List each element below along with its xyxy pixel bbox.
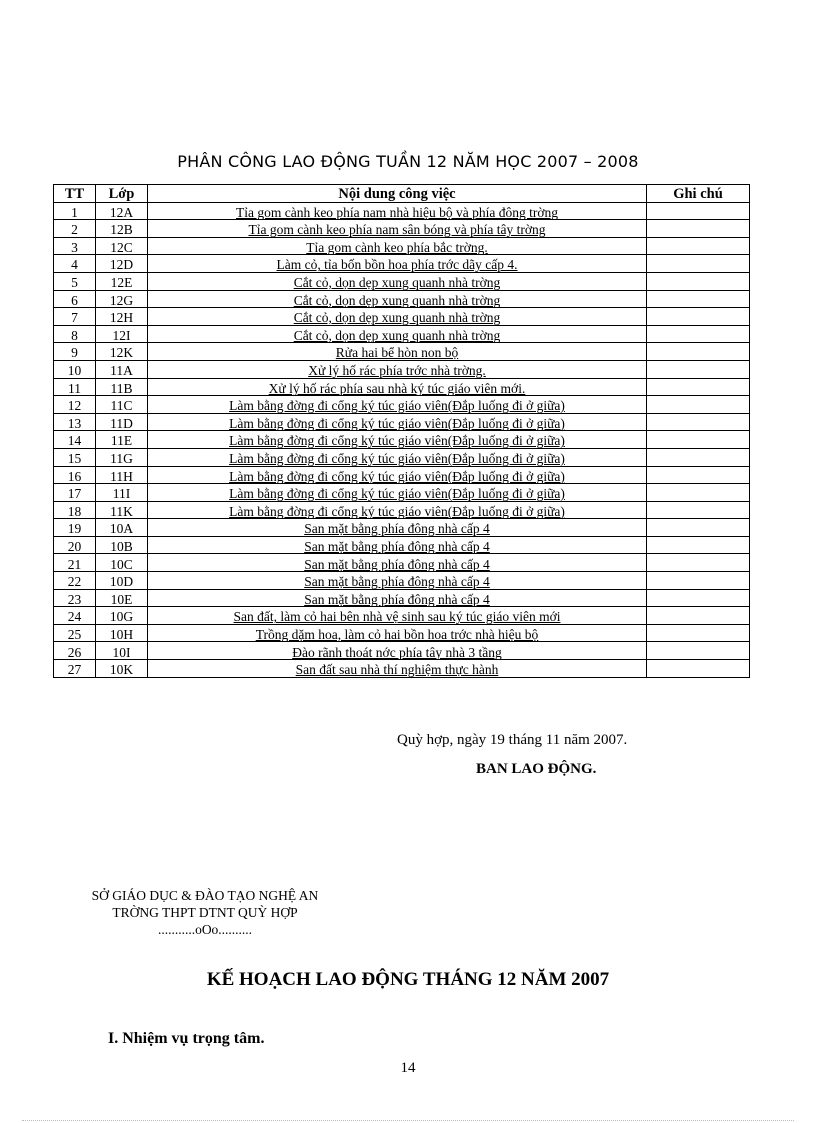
row-class: 10K [96,660,148,678]
row-task: Làm bằng đờng đi cổng ký túc giáo viên(Đắp luống đi ở giữa) [148,431,647,449]
row-class: 11A [96,360,148,378]
row-note [647,308,750,326]
row-number: 5 [54,272,96,290]
row-class: 10D [96,572,148,590]
row-note [647,290,750,308]
row-task: San mặt bằng phía đông nhà cấp 4 [148,572,647,590]
row-task: Cắt cỏ, dọn dẹp xung quanh nhà trờng [148,325,647,343]
row-task: Làm cỏ, tỉa bốn bồn hoa phía trớc dãy cấp 4. [148,255,647,273]
row-number: 1 [54,202,96,220]
row-class: 10H [96,624,148,642]
table-row [54,501,750,519]
school-header [45,887,365,938]
row-class: 11B [96,378,148,396]
row-task: Làm bằng đờng đi cổng ký túc giáo viên(Đắp luống đi ở giữa) [148,396,647,414]
row-number: 18 [54,501,96,519]
row-task: Tỉa gom cành keo phía nam sân bóng và phía tây trờng [148,220,647,238]
row-note [647,501,750,519]
row-number: 4 [54,255,96,273]
row-task: Cắt cỏ, dọn dẹp xung quanh nhà trờng [148,272,647,290]
worksheet-title: PHÂN CÔNG LAO ĐỘNG TUẦN 12 NĂM HỌC 2007 – 2008 [177,152,639,171]
row-note [647,325,750,343]
table-row [54,466,750,484]
row-task: Làm bằng đờng đi cổng ký túc giáo viên(Đắp luống đi ở giữa) [148,466,647,484]
section-heading: I. Nhiệm vụ trọng tâm. [108,1030,265,1047]
row-task: Tỉa gom cành keo phía bắc trờng. [148,237,647,255]
labor-assignment-table [53,184,750,678]
table-row [54,308,750,326]
row-note [647,536,750,554]
row-task: Rửa hai bể hòn non bộ [148,343,647,361]
row-number: 27 [54,660,96,678]
row-task: Cắt cỏ, dọn dẹp xung quanh nhà trờng [148,308,647,326]
table-row [54,484,750,502]
row-class: 12H [96,308,148,326]
table-row [54,519,750,537]
row-number: 22 [54,572,96,590]
row-number: 17 [54,484,96,502]
row-note [647,255,750,273]
table-row [54,360,750,378]
row-number: 20 [54,536,96,554]
row-task: Làm bằng đờng đi cổng ký túc giáo viên(Đắp luống đi ở giữa) [148,413,647,431]
row-class: 12C [96,237,148,255]
signature-org: BAN LAO ĐỘNG. [476,761,597,777]
table-row [54,536,750,554]
table-row [54,325,750,343]
table-row [54,624,750,642]
row-number: 9 [54,343,96,361]
row-task: Tỉa gom cành keo phía nam nhà hiệu bộ và phía đông trờng [148,202,647,220]
row-number: 23 [54,589,96,607]
row-number: 26 [54,642,96,660]
row-number: 6 [54,290,96,308]
row-number: 21 [54,554,96,572]
row-note [647,431,750,449]
row-class: 11D [96,413,148,431]
table-row [54,343,750,361]
row-class: 12K [96,343,148,361]
row-task: Làm bằng đờng đi cổng ký túc giáo viên(Đắp luống đi ở giữa) [148,501,647,519]
table-row [54,272,750,290]
header-tt: TT [54,185,96,203]
row-note [647,378,750,396]
row-class: 10G [96,607,148,625]
header-class: Lớp [96,185,148,203]
row-note [647,220,750,238]
page-number: 14 [400,1060,416,1076]
table-row [54,660,750,678]
row-task: Trồng dặm hoa, làm cỏ hai bồn hoa trớc nhà hiệu bộ [148,624,647,642]
row-note [647,624,750,642]
table-header-row [54,185,750,203]
row-note [647,660,750,678]
row-class: 12G [96,290,148,308]
row-class: 12A [96,202,148,220]
row-task: Cắt cỏ, dọn dẹp xung quanh nhà trờng [148,290,647,308]
row-note [647,448,750,466]
row-task: Xử lý hố rác phía trớc nhà trờng. [148,360,647,378]
row-note [647,607,750,625]
ornament-line: ...........oOo.......... [157,922,253,937]
table-row [54,413,750,431]
table-body [54,202,750,677]
row-number: 2 [54,220,96,238]
row-class: 10B [96,536,148,554]
table-row [54,554,750,572]
row-number: 12 [54,396,96,414]
department-name: SỞ GIÁO DỤC & ĐÀO TẠO NGHỆ AN [91,888,319,903]
row-class: 11G [96,448,148,466]
row-number: 16 [54,466,96,484]
table-row [54,220,750,238]
table-row [54,255,750,273]
row-task: San mặt bằng phía đông nhà cấp 4 [148,519,647,537]
row-task: Xử lý hố rác phía sau nhà ký túc giáo viên mới. [148,378,647,396]
plan-title: KẾ HOẠCH LAO ĐỘNG THÁNG 12 NĂM 2007 [206,969,610,990]
row-number: 7 [54,308,96,326]
table-row [54,642,750,660]
row-task: Làm bằng đờng đi cổng ký túc giáo viên(Đắp luống đi ở giữa) [148,484,647,502]
table-row [54,589,750,607]
table-row [54,202,750,220]
row-task: San mặt bằng phía đông nhà cấp 4 [148,589,647,607]
row-task: San đất, làm cỏ hai bên nhà vệ sinh sau ký túc giáo viên mới [148,607,647,625]
header-note: Ghi chú [647,185,750,203]
row-class: 12I [96,325,148,343]
row-number: 24 [54,607,96,625]
row-class: 10C [96,554,148,572]
row-class: 11C [96,396,148,414]
row-note [647,202,750,220]
table-row [54,431,750,449]
row-note [647,519,750,537]
table-row [54,572,750,590]
row-task: San đất sau nhà thí nghiệm thực hành [148,660,647,678]
row-class: 12D [96,255,148,273]
row-note [647,466,750,484]
row-number: 15 [54,448,96,466]
row-note [647,554,750,572]
row-class: 10I [96,642,148,660]
row-note [647,343,750,361]
row-number: 3 [54,237,96,255]
table-row [54,378,750,396]
table-row [54,607,750,625]
school-name: TRỜNG THPT DTNT QUỲ HỢP [112,905,298,920]
row-class: 12E [96,272,148,290]
row-task: San mặt bằng phía đông nhà cấp 4 [148,536,647,554]
signature-date: Quỳ hợp, ngày 19 tháng 11 năm 2007. [397,732,628,748]
row-note [647,237,750,255]
row-note [647,484,750,502]
row-note [647,572,750,590]
row-class: 11H [96,466,148,484]
row-number: 10 [54,360,96,378]
table-row [54,448,750,466]
row-note [647,589,750,607]
row-number: 8 [54,325,96,343]
row-note [647,642,750,660]
row-class: 10A [96,519,148,537]
table-row [54,290,750,308]
row-number: 19 [54,519,96,537]
page-edge-divider [22,1120,794,1121]
row-class: 10E [96,589,148,607]
row-note [647,413,750,431]
row-class: 11I [96,484,148,502]
row-task: San mặt bằng phía đông nhà cấp 4 [148,554,647,572]
header-task: Nội dung công việc [148,185,647,203]
row-note [647,360,750,378]
row-task: Làm bằng đờng đi cổng ký túc giáo viên(Đắp luống đi ở giữa) [148,448,647,466]
row-note [647,396,750,414]
row-number: 13 [54,413,96,431]
row-number: 11 [54,378,96,396]
row-class: 12B [96,220,148,238]
row-note [647,272,750,290]
row-number: 25 [54,624,96,642]
table-row [54,237,750,255]
table-row [54,396,750,414]
row-class: 11E [96,431,148,449]
row-number: 14 [54,431,96,449]
row-class: 11K [96,501,148,519]
row-task: Đào rãnh thoát nớc phía tây nhà 3 tầng [148,642,647,660]
